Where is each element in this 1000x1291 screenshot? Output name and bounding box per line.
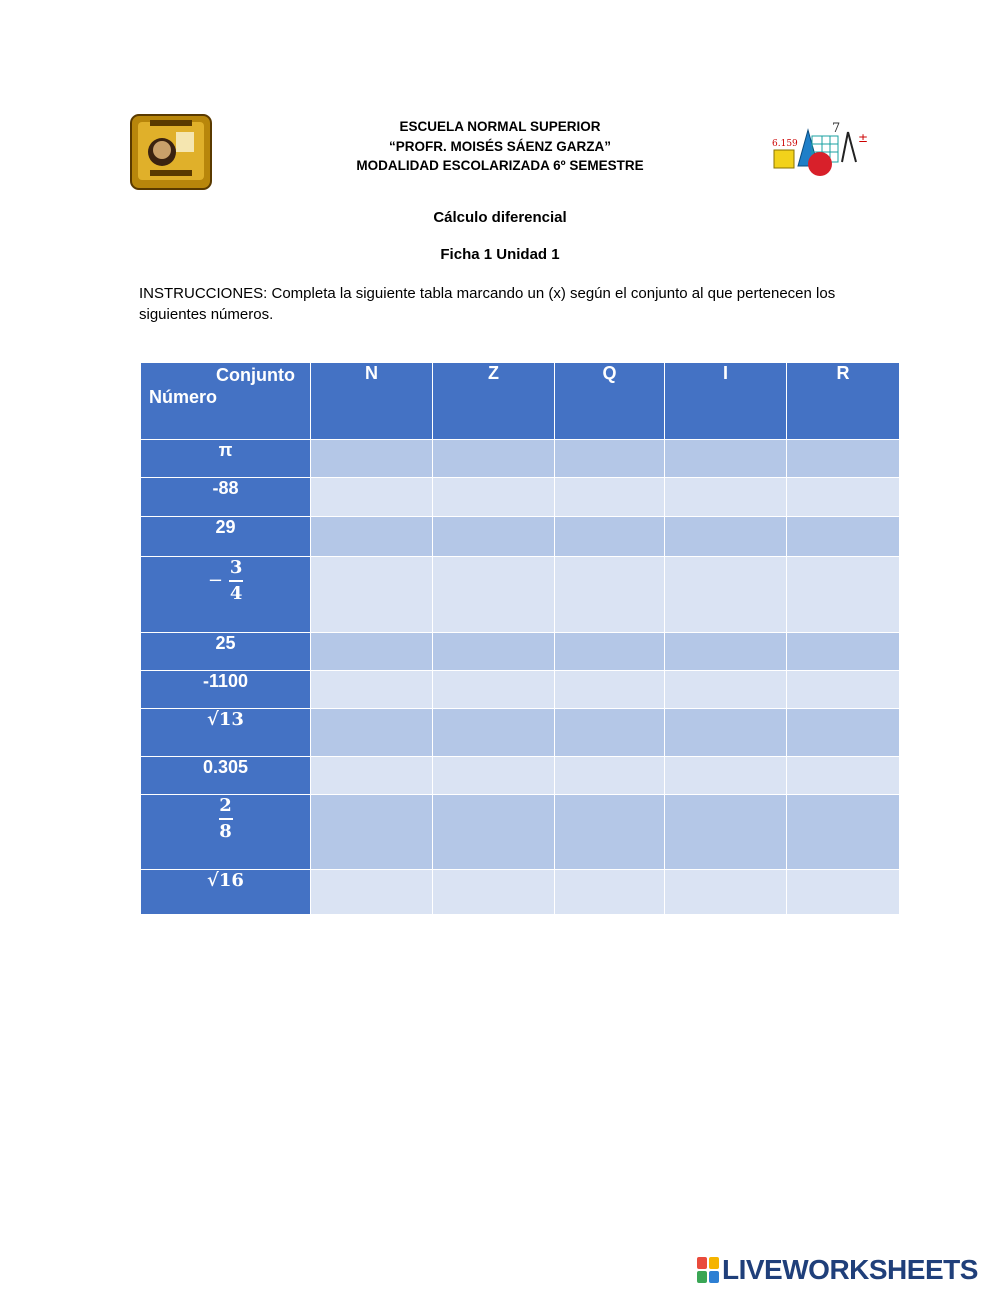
answer-cell[interactable]: [787, 517, 900, 557]
row-label-29: [141, 517, 311, 557]
row-label-neg-three-quarters: [141, 557, 311, 633]
answer-cell[interactable]: [787, 478, 900, 517]
corner-bottom-label: Número: [149, 387, 218, 407]
table-row: [141, 557, 900, 633]
svg-text:7: 7: [832, 122, 841, 136]
answer-cell[interactable]: [787, 440, 900, 478]
answer-cell[interactable]: [433, 870, 555, 915]
instructions-text: INSTRUCCIONES: Completa la siguiente tabla marcando un (x) según el conjunto al que pertenecen los siguientes números.: [139, 285, 836, 323]
answer-cell[interactable]: [311, 440, 433, 478]
row-label-neg1100: [141, 671, 311, 709]
answer-cell[interactable]: [433, 557, 555, 633]
row-label-sqrt13: [141, 709, 311, 757]
answer-cell[interactable]: [555, 757, 665, 795]
answer-cell[interactable]: [665, 709, 787, 757]
table-row: [141, 671, 900, 709]
answer-cell[interactable]: [433, 671, 555, 709]
table-row: [141, 795, 900, 870]
answer-cell[interactable]: [555, 633, 665, 671]
table-header-row: [141, 363, 900, 440]
answer-cell[interactable]: [555, 478, 665, 517]
answer-cell[interactable]: [311, 633, 433, 671]
radical-sign: √: [207, 709, 219, 730]
answer-cell[interactable]: [787, 795, 900, 870]
row-label-text: π: [218, 440, 233, 460]
table-row: [141, 633, 900, 671]
answer-cell[interactable]: [787, 757, 900, 795]
svg-text:6.159: 6.159: [772, 139, 798, 149]
answer-cell[interactable]: [311, 757, 433, 795]
header-line2: “PROFR. MOISÉS SÁENZ GARZA”: [388, 138, 611, 154]
fraction-numerator: 2: [219, 795, 232, 816]
answer-cell[interactable]: [665, 870, 787, 915]
table-row: [141, 517, 900, 557]
page-subtitle: Ficha 1 Unidad 1: [440, 246, 560, 263]
liveworksheets-brand: LIVEWORKSHEETS: [722, 1254, 978, 1285]
answer-cell[interactable]: [311, 870, 433, 915]
answer-cell[interactable]: [311, 709, 433, 757]
answer-cell[interactable]: [433, 478, 555, 517]
fraction-expression: [219, 795, 233, 842]
answer-cell[interactable]: [555, 517, 665, 557]
answer-cell[interactable]: [787, 557, 900, 633]
answer-cell[interactable]: [665, 795, 787, 870]
table-row: [141, 709, 900, 757]
answer-cell[interactable]: [555, 870, 665, 915]
school-header: [300, 117, 700, 176]
answer-cell[interactable]: [665, 478, 787, 517]
answer-cell[interactable]: [433, 709, 555, 757]
row-label-0305: [141, 757, 311, 795]
radicand: 13: [218, 709, 244, 730]
fraction-expression: [207, 557, 243, 604]
row-label-neg88: [141, 478, 311, 517]
answer-cell[interactable]: [311, 795, 433, 870]
answer-cell[interactable]: [555, 795, 665, 870]
sets-table: [140, 362, 900, 915]
row-label-pi: [141, 440, 311, 478]
fraction: [229, 557, 243, 605]
fraction-numerator: 3: [229, 557, 243, 578]
answer-cell[interactable]: [665, 557, 787, 633]
fraction-denominator: 8: [219, 821, 232, 842]
answer-cell[interactable]: [665, 517, 787, 557]
math-logo: [772, 122, 868, 178]
radical-expression: [207, 709, 244, 730]
answer-cell[interactable]: [665, 757, 787, 795]
radicand: 16: [218, 870, 244, 891]
answer-cell[interactable]: [555, 440, 665, 478]
answer-cell[interactable]: [433, 795, 555, 870]
answer-cell[interactable]: [555, 671, 665, 709]
row-label-text: 25: [215, 633, 236, 653]
column-header-n: N: [311, 363, 433, 440]
table-row: [141, 757, 900, 795]
answer-cell[interactable]: [787, 870, 900, 915]
table-row: [141, 440, 900, 478]
column-header-q: Q: [555, 363, 665, 440]
row-label-25: [141, 633, 311, 671]
school-logo: [130, 114, 212, 190]
answer-cell[interactable]: [433, 440, 555, 478]
table-row: [141, 478, 900, 517]
answer-cell[interactable]: [665, 440, 787, 478]
svg-text:±: ±: [858, 131, 868, 145]
fraction-bar: [229, 580, 243, 582]
corner-header: [141, 363, 311, 440]
radical-sign: √: [207, 870, 219, 891]
answer-cell[interactable]: [311, 671, 433, 709]
fraction: [219, 795, 233, 843]
row-label-text: -1100: [202, 671, 249, 691]
answer-cell[interactable]: [665, 633, 787, 671]
column-header-z: Z: [433, 363, 555, 440]
row-label-text: -88: [212, 478, 239, 498]
answer-cell[interactable]: [555, 557, 665, 633]
answer-cell[interactable]: [787, 633, 900, 671]
corner-top-label: Conjunto: [216, 365, 295, 385]
answer-cell[interactable]: [311, 557, 433, 633]
liveworksheets-logo[interactable]: [697, 1255, 978, 1285]
row-label-text: 0.305: [202, 757, 249, 777]
header-line3: MODALIDAD ESCOLARIZADA 6º SEMESTRE: [356, 158, 644, 173]
answer-cell[interactable]: [433, 757, 555, 795]
fraction-bar: [219, 818, 233, 820]
row-label-two-eighths: [141, 795, 311, 870]
table-row: [141, 870, 900, 915]
answer-cell[interactable]: [311, 517, 433, 557]
row-label-sqrt16: [141, 870, 311, 915]
radical-expression: [207, 870, 244, 891]
answer-cell[interactable]: [787, 671, 900, 709]
column-header-i: I: [665, 363, 787, 440]
row-label-text: 29: [215, 517, 236, 537]
answer-cell[interactable]: [555, 709, 665, 757]
column-header-r: R: [787, 363, 900, 440]
fraction-denominator: 4: [229, 583, 243, 604]
fraction-sign: −: [207, 570, 223, 591]
answer-cell[interactable]: [433, 633, 555, 671]
answer-cell[interactable]: [665, 671, 787, 709]
liveworksheets-icon: [697, 1257, 719, 1283]
page-title: Cálculo diferencial: [433, 209, 567, 226]
answer-cell[interactable]: [311, 478, 433, 517]
answer-cell[interactable]: [787, 709, 900, 757]
answer-cell[interactable]: [433, 517, 555, 557]
header-line1: ESCUELA NORMAL SUPERIOR: [399, 119, 601, 134]
